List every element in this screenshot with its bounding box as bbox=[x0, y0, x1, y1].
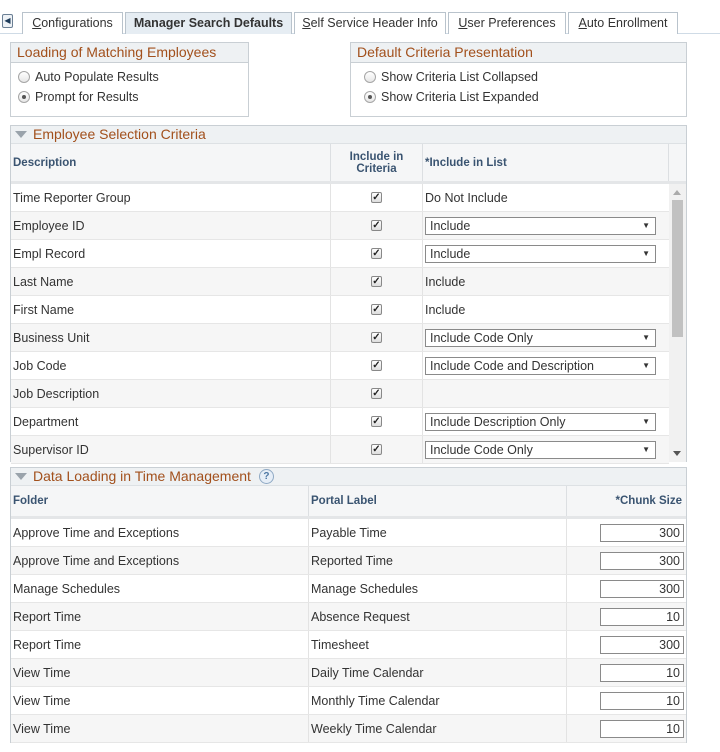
portal-label-cell: Absence Request bbox=[309, 603, 567, 630]
radio-label: Show Criteria List Expanded bbox=[381, 90, 539, 104]
chunk-size-input[interactable]: 10 bbox=[600, 720, 684, 738]
col-description: Description bbox=[11, 144, 331, 181]
loading-title: Loading of Matching Employees bbox=[11, 43, 248, 63]
chunk-size-input[interactable]: 10 bbox=[600, 692, 684, 710]
radio-selected-icon[interactable] bbox=[18, 91, 30, 103]
include-list-value: Do Not Include bbox=[425, 190, 508, 205]
checkbox-checked-icon[interactable]: ✓ bbox=[372, 304, 381, 315]
folder-cell: Report Time bbox=[11, 631, 309, 658]
folder-cell: View Time bbox=[11, 659, 309, 686]
criteria-title: Employee Selection Criteria bbox=[33, 126, 206, 142]
include-list-dropdown[interactable]: Include ▼ bbox=[425, 245, 656, 263]
table-row bbox=[11, 631, 686, 659]
description-cell: Empl Record bbox=[11, 240, 331, 267]
chunk-size-cell bbox=[567, 547, 686, 574]
tab-manager-search-defaults[interactable]: Manager Search Defaults bbox=[125, 12, 292, 34]
chunk-size-cell bbox=[567, 603, 686, 630]
include-list-dropdown[interactable]: Include Code Only ▼ bbox=[425, 329, 656, 347]
criteria-rows bbox=[11, 184, 669, 464]
table-row bbox=[11, 352, 669, 380]
folder-cell: Report Time bbox=[11, 603, 309, 630]
table-row bbox=[11, 296, 669, 324]
include-criteria-cell bbox=[331, 212, 423, 239]
radio-label: Prompt for Results bbox=[35, 90, 139, 104]
chunk-size-cell bbox=[567, 659, 686, 686]
table-row bbox=[11, 436, 669, 464]
table-row bbox=[11, 212, 669, 240]
criteria-column-headers bbox=[11, 144, 686, 184]
table-row bbox=[11, 240, 669, 268]
data-loading-title: Data Loading in Time Management bbox=[33, 468, 251, 484]
include-list-value: Include bbox=[425, 302, 466, 317]
chunk-size-cell bbox=[567, 519, 686, 546]
radio-prompt[interactable] bbox=[11, 87, 248, 107]
radio-label: Show Criteria List Collapsed bbox=[381, 70, 539, 84]
table-row bbox=[11, 659, 686, 687]
table-row bbox=[11, 380, 669, 408]
table-row bbox=[11, 324, 669, 352]
portal-label-cell: Weekly Time Calendar bbox=[309, 715, 567, 742]
include-list-dropdown[interactable]: Include Code and Description ▼ bbox=[425, 357, 656, 375]
include-list-dropdown[interactable]: Include Code Only ▼ bbox=[425, 441, 656, 459]
table-row bbox=[11, 547, 686, 575]
data-loading-column-headers bbox=[11, 486, 686, 519]
tab-configurations[interactable]: Configurations bbox=[22, 12, 123, 34]
checkbox-checked-icon[interactable]: ✓ bbox=[372, 332, 381, 343]
tab-self-service-header-info[interactable]: Self Service Header Info bbox=[294, 12, 446, 34]
scroll-down-icon[interactable] bbox=[673, 451, 681, 456]
include-criteria-cell bbox=[331, 268, 423, 295]
portal-label-cell: Daily Time Calendar bbox=[309, 659, 567, 686]
table-row bbox=[11, 603, 686, 631]
include-list-cell bbox=[423, 184, 669, 211]
include-criteria-cell bbox=[331, 408, 423, 435]
include-list-cell bbox=[423, 240, 669, 267]
folder-cell: View Time bbox=[11, 687, 309, 714]
table-row bbox=[11, 575, 686, 603]
portal-label-cell: Timesheet bbox=[309, 631, 567, 658]
description-cell: Department bbox=[11, 408, 331, 435]
table-row bbox=[11, 408, 669, 436]
include-list-cell bbox=[423, 296, 669, 323]
include-list-cell bbox=[423, 408, 669, 435]
checkbox-checked-icon[interactable]: ✓ bbox=[372, 276, 381, 287]
collapse-icon[interactable] bbox=[15, 473, 27, 480]
folder-cell: Approve Time and Exceptions bbox=[11, 519, 309, 546]
include-list-dropdown[interactable]: Include ▼ bbox=[425, 217, 656, 235]
include-list-value: Include bbox=[425, 274, 466, 289]
table-row bbox=[11, 687, 686, 715]
tab-user-preferences[interactable]: User Preferences bbox=[448, 12, 566, 34]
scroll-up-icon[interactable] bbox=[673, 190, 681, 195]
checkbox-checked-icon[interactable]: ✓ bbox=[372, 360, 381, 371]
description-cell: First Name bbox=[11, 296, 331, 323]
chunk-size-input[interactable]: 300 bbox=[600, 636, 684, 654]
include-list-cell bbox=[423, 268, 669, 295]
chunk-size-cell bbox=[567, 687, 686, 714]
tab-auto-enrollment[interactable]: Auto Enrollment bbox=[568, 12, 678, 34]
tab-bar bbox=[0, 12, 720, 34]
help-icon[interactable]: ? bbox=[259, 469, 274, 484]
criteria-scrollbar[interactable] bbox=[669, 184, 686, 462]
checkbox-checked-icon[interactable]: ✓ bbox=[372, 388, 381, 399]
portal-label-cell: Payable Time bbox=[309, 519, 567, 546]
radio-label: Auto Populate Results bbox=[35, 70, 159, 84]
scroll-thumb[interactable] bbox=[672, 200, 683, 337]
folder-cell: Approve Time and Exceptions bbox=[11, 547, 309, 574]
include-criteria-cell bbox=[331, 436, 423, 463]
checkbox-checked-icon[interactable]: ✓ bbox=[372, 444, 381, 455]
radio-expanded[interactable] bbox=[351, 87, 686, 107]
include-criteria-cell bbox=[331, 240, 423, 267]
chunk-size-input[interactable]: 10 bbox=[600, 608, 684, 626]
description-cell: Supervisor ID bbox=[11, 436, 331, 463]
include-criteria-cell bbox=[331, 184, 423, 211]
col-folder: Folder bbox=[11, 486, 309, 516]
criteria-header[interactable] bbox=[11, 126, 686, 144]
checkbox-checked-icon[interactable]: ✓ bbox=[372, 220, 381, 231]
presentation-title: Default Criteria Presentation bbox=[351, 43, 686, 63]
table-row bbox=[11, 519, 686, 547]
chunk-size-input[interactable]: 300 bbox=[600, 524, 684, 542]
include-list-cell bbox=[423, 352, 669, 379]
radio-icon[interactable] bbox=[18, 71, 30, 83]
radio-selected-icon[interactable] bbox=[364, 91, 376, 103]
radio-collapsed[interactable] bbox=[351, 67, 686, 87]
include-list-cell bbox=[423, 212, 669, 239]
chunk-size-cell bbox=[567, 575, 686, 602]
description-cell: Employee ID bbox=[11, 212, 331, 239]
col-include-criteria: Include in Criteria bbox=[331, 144, 423, 181]
include-list-cell bbox=[423, 324, 669, 351]
collapse-icon[interactable] bbox=[15, 131, 27, 138]
table-row bbox=[11, 268, 669, 296]
include-criteria-cell bbox=[331, 296, 423, 323]
description-cell: Job Code bbox=[11, 352, 331, 379]
tab-scroll-left-icon[interactable]: ◀ bbox=[2, 14, 13, 28]
checkbox-checked-icon[interactable]: ✓ bbox=[372, 248, 381, 259]
chunk-size-input[interactable]: 10 bbox=[600, 664, 684, 682]
chunk-size-cell bbox=[567, 715, 686, 742]
description-cell: Job Description bbox=[11, 380, 331, 407]
folder-cell: Manage Schedules bbox=[11, 575, 309, 602]
chunk-size-cell bbox=[567, 631, 686, 658]
description-cell: Last Name bbox=[11, 268, 331, 295]
table-row bbox=[11, 184, 669, 212]
include-list-cell bbox=[423, 380, 669, 407]
presentation-group bbox=[350, 42, 687, 117]
data-loading-section bbox=[10, 467, 687, 743]
include-criteria-cell bbox=[331, 324, 423, 351]
data-loading-rows bbox=[11, 519, 686, 743]
table-row bbox=[11, 715, 686, 743]
include-list-cell bbox=[423, 436, 669, 463]
col-chunk-size: *Chunk Size bbox=[615, 495, 682, 507]
radio-auto-populate[interactable] bbox=[11, 67, 248, 87]
loading-group bbox=[10, 42, 249, 117]
include-list-dropdown[interactable]: Include Description Only ▼ bbox=[425, 413, 656, 431]
checkbox-checked-icon[interactable]: ✓ bbox=[372, 416, 381, 427]
portal-label-cell: Reported Time bbox=[309, 547, 567, 574]
chunk-size-input[interactable]: 300 bbox=[600, 552, 684, 570]
criteria-section bbox=[10, 125, 687, 462]
description-cell: Time Reporter Group bbox=[11, 184, 331, 211]
portal-label-cell: Manage Schedules bbox=[309, 575, 567, 602]
chunk-size-input[interactable]: 300 bbox=[600, 580, 684, 598]
col-include-list: *Include in List bbox=[423, 144, 669, 181]
description-cell: Business Unit bbox=[11, 324, 331, 351]
folder-cell: View Time bbox=[11, 715, 309, 742]
radio-icon[interactable] bbox=[364, 71, 376, 83]
include-criteria-cell bbox=[331, 380, 423, 407]
data-loading-header[interactable] bbox=[11, 468, 686, 486]
checkbox-checked-icon[interactable]: ✓ bbox=[372, 192, 381, 203]
col-portal-label: Portal Label bbox=[309, 486, 567, 516]
portal-label-cell: Monthly Time Calendar bbox=[309, 687, 567, 714]
include-criteria-cell bbox=[331, 352, 423, 379]
